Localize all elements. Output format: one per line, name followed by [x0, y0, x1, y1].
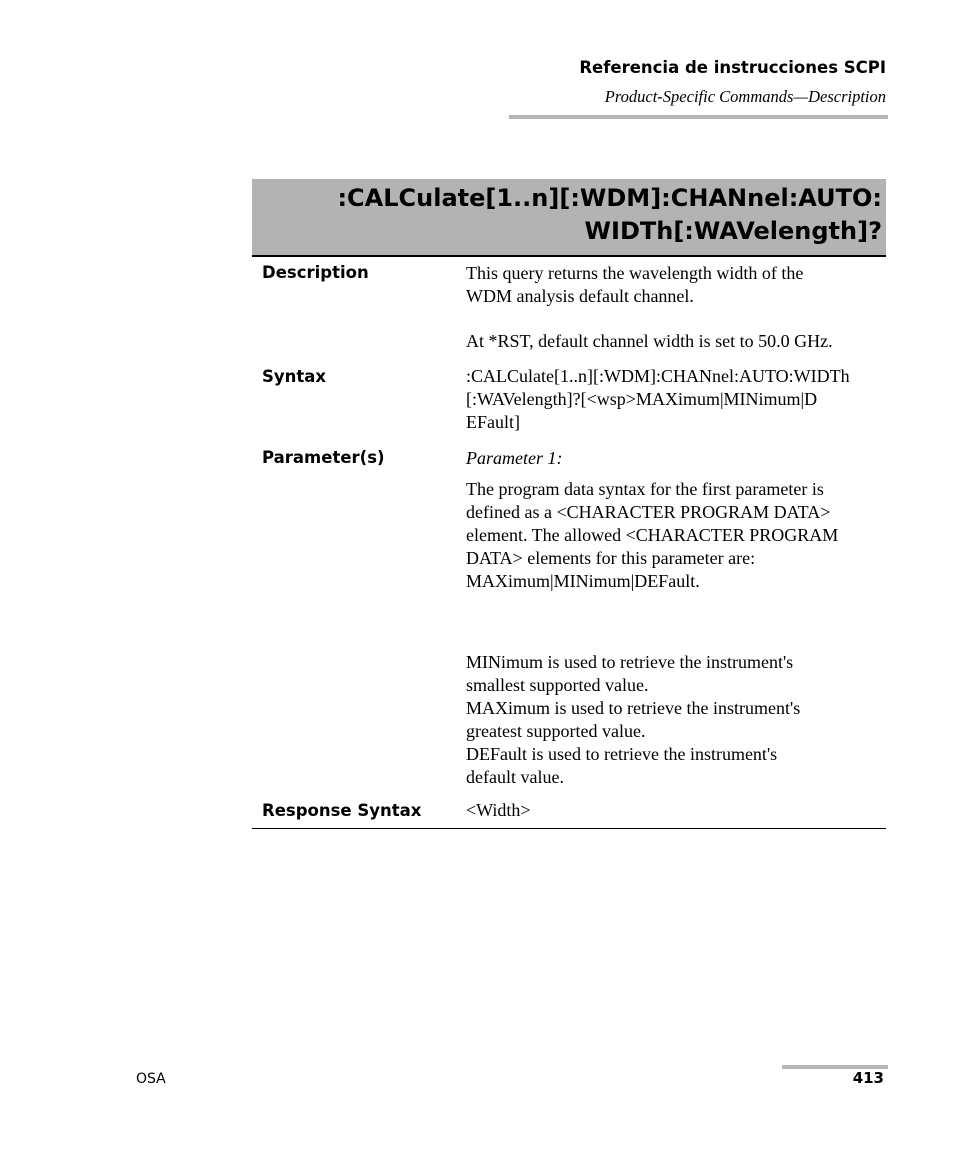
syntax-label: Syntax [262, 367, 327, 386]
parameter-explanation-line: greatest supported value. [466, 721, 646, 741]
syntax-line: [:WAVelength]?[<wsp>MAXimum|MINimum|D [466, 389, 818, 409]
parameter-definition-line: element. The allowed <CHARACTER PROGRAM [466, 525, 839, 545]
response-syntax-value: <Width> [466, 800, 531, 820]
syntax-line: EFault] [466, 412, 520, 432]
syntax-line: :CALCulate[1..n][:WDM]:CHANnel:AUTO:WIDTh [466, 366, 850, 386]
command-title [337, 182, 882, 248]
response-syntax-label: Response Syntax [262, 801, 422, 820]
description-line: At *RST, default channel width is set to 50.0 GHz. [466, 331, 833, 351]
parameter-explanation-line: smallest supported value. [466, 675, 649, 695]
parameter-heading: Parameter 1: [466, 448, 563, 468]
command-title-line-2: WIDTh[:WAVelength]? [584, 217, 882, 245]
description-label: Description [262, 263, 369, 282]
parameter-definition-line: DATA> elements for this parameter are: [466, 548, 756, 568]
table-bottom-rule [252, 828, 886, 829]
syntax-value [466, 365, 884, 434]
command-title-line-1: :CALCulate[1..n][:WDM]:CHANnel:AUTO: [337, 184, 882, 212]
header-title: Referencia de instrucciones SCPI [579, 58, 886, 77]
parameters-value [466, 447, 884, 789]
description-line: WDM analysis default channel. [466, 286, 694, 306]
footer-product: OSA [136, 1071, 166, 1087]
description-value [466, 262, 884, 353]
parameter-definition-line: defined as a <CHARACTER PROGRAM DATA> [466, 502, 831, 522]
description-line: This query returns the wavelength width of the [466, 263, 804, 283]
parameter-definition-line: The program data syntax for the first parameter is [466, 479, 824, 499]
parameter-explanation [466, 651, 884, 789]
parameter-explanation-line: MAXimum is used to retrieve the instrument's [466, 698, 801, 718]
parameter-explanation-line: default value. [466, 767, 564, 787]
command-banner [252, 179, 886, 257]
header-subtitle: Product-Specific Commands—Description [604, 87, 886, 106]
parameter-explanation-line: MINimum is used to retrieve the instrument's [466, 652, 794, 672]
parameter-definition-line: MAXimum|MINimum|DEFault. [466, 571, 700, 591]
parameter-explanation-line: DEFault is used to retrieve the instrument's [466, 744, 778, 764]
parameter-definition [466, 478, 884, 593]
header-rule [509, 115, 888, 119]
parameters-label: Parameter(s) [262, 448, 385, 467]
page-number: 413 [852, 1069, 884, 1087]
